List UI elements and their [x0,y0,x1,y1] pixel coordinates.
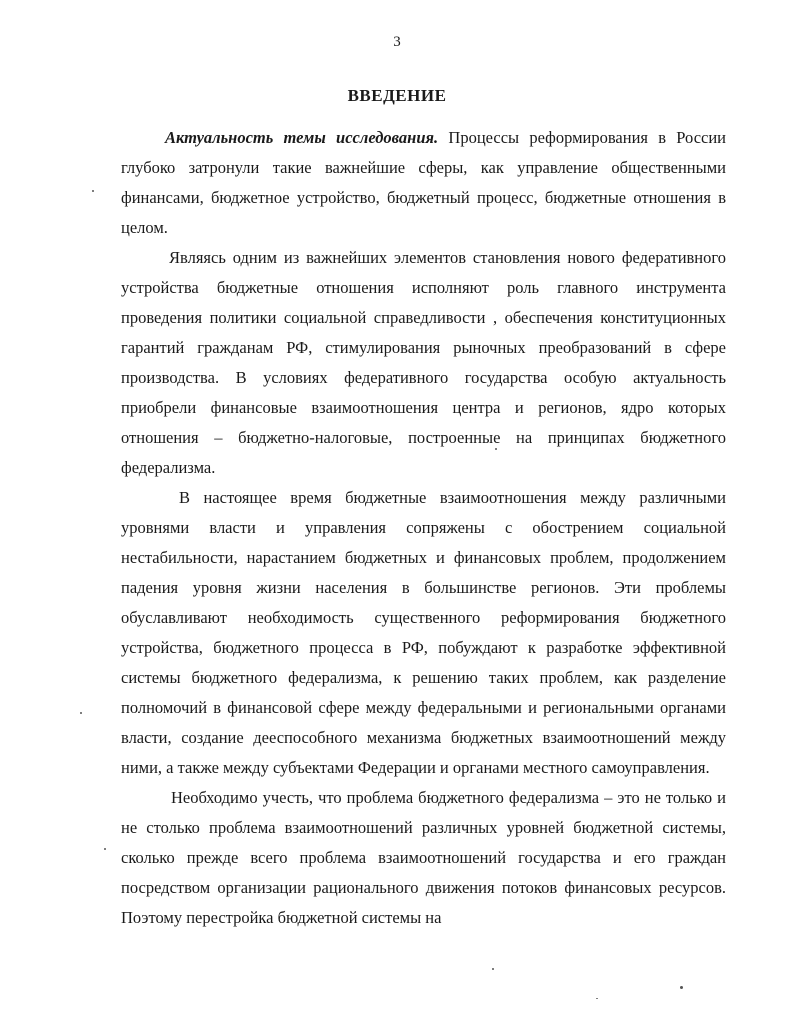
paragraph-text: В настоящее время бюджетные взаимоотношения между различными уровнями власти и управления сопряжены с обострением социальной нестабильности, нарастанием бюджетных и финансовых проблем, продолжением падения уровня жизни населения в большинстве регионов. Эти проблемы обуславливают необходимость существенного реформирования бюджетного устройства, бюджетного процесса в РФ, побуждают к разработке эффективной системы бюджетного федерализма, к решению таких проблем, как разделение полномочий в финансовой сфере между федеральными и региональными органами власти, создание дееспособного механизма бюджетных взаимоотношений между ними, а также между субъектами Федерации и органами местного самоуправления. [121,488,726,777]
scan-speck [92,190,94,192]
paragraph-current-state [121,483,726,783]
paragraph-text: Процессы реформирования в России глубоко затронули такие важнейшие сферы, как управление общественными финансами, бюджетное устройство, бюджетный процесс, бюджетные отношения в целом. [121,128,727,237]
paragraph-budget-relations [121,243,726,483]
scan-speck [104,848,106,850]
paragraph-text: Необходимо учесть, что проблема бюджетного федерализма – это не только и не столько проблема взаимоотношений различных уровней бюджетной системы, сколько прежде всего проблема взаимоотношений государства и его граждан посредством организации рационального движения потоков финансовых ресурсов. Поэтому перестройка бюджетной системы на [121,788,726,927]
paragraph-relevance [121,123,726,243]
page-heading: ВВЕДЕНИЕ [347,86,447,105]
body-text [121,123,726,933]
paragraph-text: Являясь одним из важнейших элементов становления нового федеративного устройства бюджетные отношения исполняют роль главного инструмента проведения политики социальной справедливости , обеспечения конституционных гарантий гражданам РФ, стимулирования рыночных преобразований в сфере производства. В условиях федеративного государства особую актуальность приобрели финансовые взаимоотношения центра и регионов, ядро которых отношения – бюджетно-налоговые, построенные на принципах бюджетного федерализма. [121,248,726,477]
scan-speck [680,986,683,989]
paragraph-lead: Актуальность темы исследования. [165,128,439,147]
scan-speck [492,968,494,970]
page-number: 3 [393,34,401,50]
scan-speck [596,998,598,999]
scan-speck [495,448,497,450]
paragraph-federalism [121,783,726,933]
scan-speck [80,712,82,714]
